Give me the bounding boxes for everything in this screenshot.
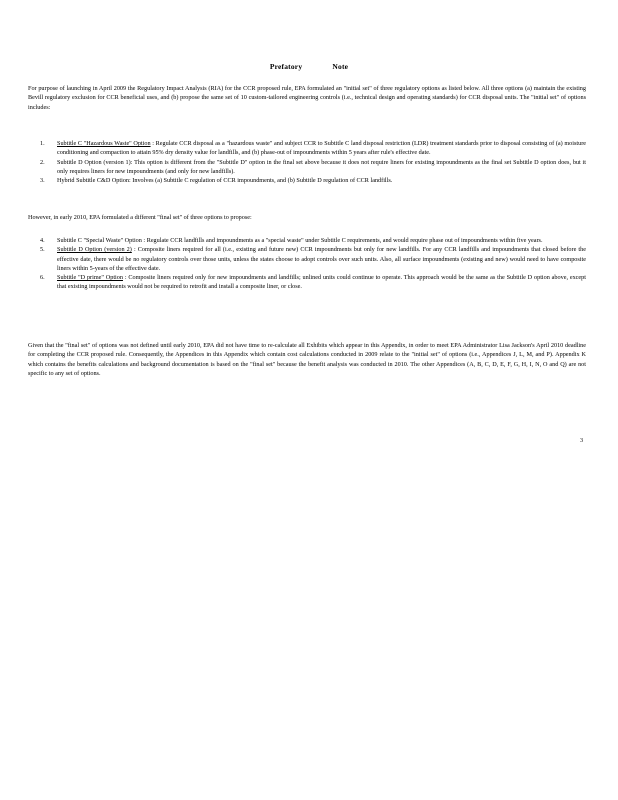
title-word-note: Note [332, 62, 349, 71]
transition-paragraph: However, in early 2010, EPA formulated a different "final set" of three options to propose: [28, 214, 252, 221]
list-item [40, 176, 586, 185]
list-item-title: Subtitle C "Special Waste" Option [57, 237, 142, 244]
title-word-prefatory: Prefatory [269, 62, 303, 71]
list-item-text: Subtitle D Option (version 1): This option is different from the "Subtitle D" option in the final set above because it does not require liners for existing impoundments as the final set Subtitle D option does, but it only requires liners for new impoundments (and only for new landfills). [57, 158, 586, 175]
list-item-text: : Regulate CCR landfills and impoundments as a "special waste" under Subtitle C requirements, and would require phase out of impoundments within five years. [143, 237, 543, 244]
list-item [40, 236, 586, 245]
list-item-number: 1. [40, 140, 45, 147]
list-item-text: : Regulate CCR disposal as a "hazardous waste" and subject CCR to Subtitle C land disposal restriction (LDR) treatment standards prior to disposal consisting of (a) moisture conditioning and compaction to attain 95% dry density value for landfills, and (b) phase-out of impoundments within 5 years after rule's effective date. [57, 140, 587, 157]
list-item-title: Subtitle D Option (version 2) [57, 246, 132, 254]
intro-paragraph: For purpose of launching in April 2009 the Regulatory Impact Analysis (RIA) for the CCR proposed rule, EPA formulated an "initial set" of three regulatory options as listed below. All three options (a) maintain the existing Bevill regulatory exclusion for CCR beneficial uses, and (b) propose the same set of 10 custom-tailored engineering controls (i.e., technical design and operating standards) for CCR disposal units. The "initial set" of options includes: [28, 85, 586, 111]
closing-paragraph: Given that the "final set" of options was not defined until early 2010, EPA did not have time to re-calculate all Exhibits which appear in this Appendix, in order to meet EPA Administrator Lisa Jackson's April 2010 deadline for completing the CCR proposed rule. Consequently, the Appendices in this Appendix which contain cost calculations conducted in 2009 relate to the "initial set" of options (i.e., Appendices J, L, M, and P). Appendix K which contains the benefits calculations and background documentation is based on the "final set" because the benefit analysis was conducted in 2010. The other Appendices (A, B, C, D, E, F, G, H, I, N, O and Q) are not specific to any set of options. [28, 342, 586, 377]
list-item [40, 158, 586, 177]
list-item-text: : Composite liners required only for new impoundments and landfills; unlined units could continue to operate. This approach would be the same as the Subtitle D option above, except that existing impoundments would not be required to retrofit and install a composite liner, or close. [57, 274, 586, 291]
list-item-number: 4. [40, 237, 45, 244]
list-item-number: 3. [40, 177, 45, 185]
list-item-text: : Composite liners required for all (i.e., existing and future new) CCR impoundments but only for new landfills. For any CCR landfills and impoundments that closed before the effective date, there would be no regulatory controls over those units, unless the states choose to adopt controls over such units. Also, all surface impoundments (existing and new) would need to have composite liners within 5-years of the effective date. [57, 246, 586, 272]
initial-options-list [40, 139, 586, 185]
list-item-number: 6. [40, 274, 45, 282]
list-item-number: 5. [40, 246, 45, 254]
page-number: 3 [580, 437, 584, 444]
list-item-title: Subtitle "D prime" Option [57, 274, 123, 282]
final-options-list [40, 236, 586, 292]
list-item-number: 2. [40, 158, 45, 166]
list-item-title: Subtitle C "Hazardous Waste" Option [57, 140, 151, 147]
page-title [0, 62, 618, 71]
list-item [40, 273, 586, 292]
list-item [40, 139, 586, 158]
list-item [40, 245, 586, 273]
list-item-text: Hybrid Subtitle C&D Option: Involves (a) Subtitle C regulation of CCR impoundments, and (b) Subtitle D regulation of CCR landfills. [57, 177, 393, 185]
